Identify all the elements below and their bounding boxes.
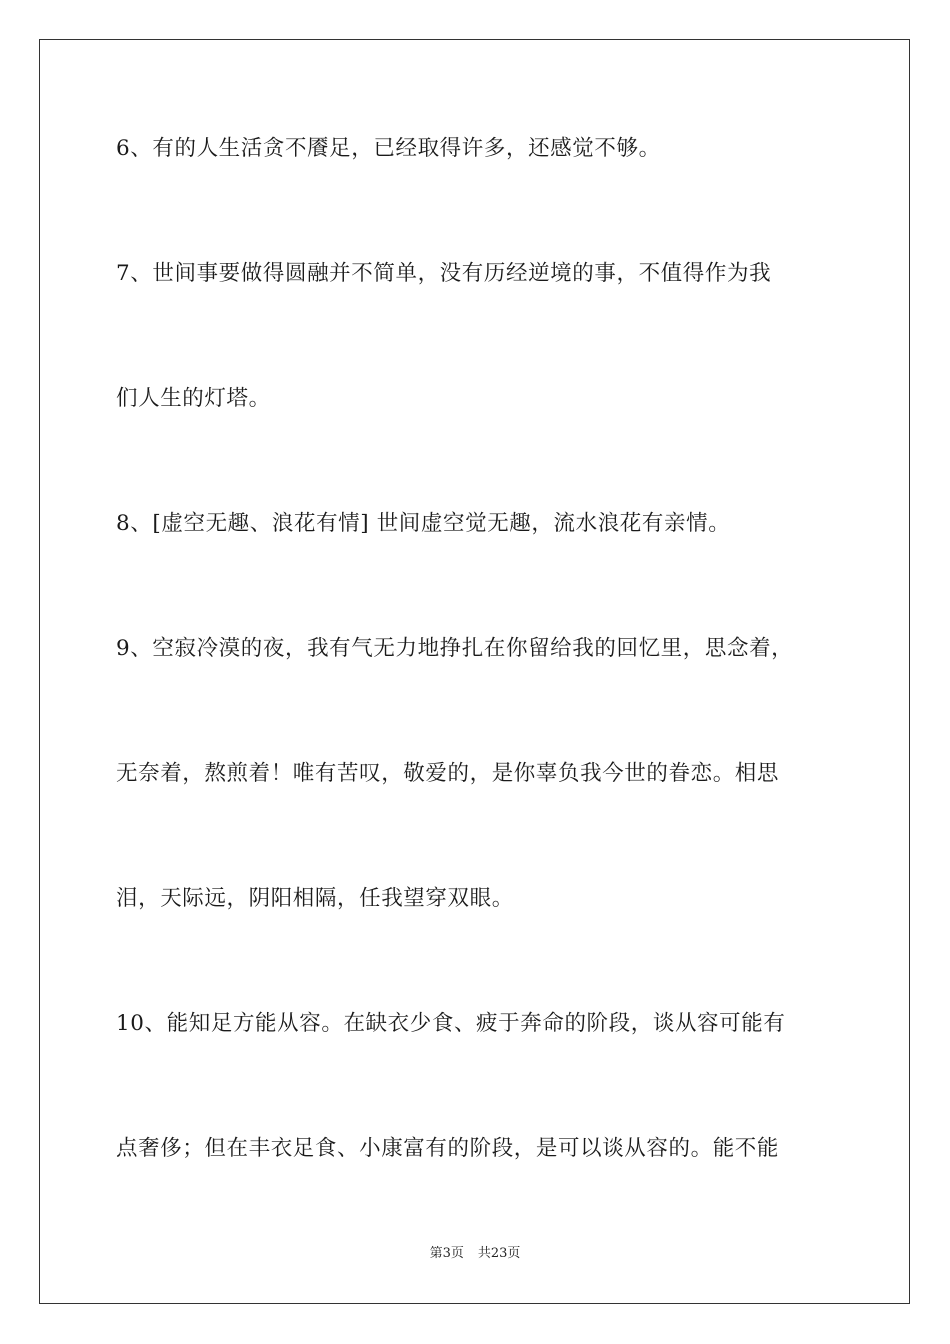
text-line-6: 无奈着，熬煎着！唯有苦叹，敬爱的，是你辜负我今世的眷恋。相思	[116, 761, 780, 786]
page-footer	[0, 1244, 950, 1264]
page-total: 共23页	[477, 1246, 521, 1261]
text-line-3: 们人生的灯塔。	[116, 386, 271, 411]
text-line-9: 点奢侈；但在丰衣足食、小康富有的阶段，是可以谈从容的。能不能	[116, 1136, 780, 1161]
text-line-8: 10、能知足方能从容。在缺衣少食、疲于奔命的阶段，谈从容可能有	[116, 1011, 786, 1036]
text-line-7: 泪，天际远，阴阳相隔，任我望穿双眼。	[116, 886, 514, 911]
page-number: 第3页	[429, 1246, 464, 1261]
text-line-2: 7、世间事要做得圆融并不简单，没有历经逆境的事，不值得作为我	[116, 261, 772, 286]
page-border	[39, 39, 910, 1304]
text-line-4: 8、[虚空无趣、浪花有情] 世间虚空觉无趣，流水浪花有亲情。	[116, 511, 731, 536]
text-line-5: 9、空寂冷漠的夜，我有气无力地挣扎在你留给我的回忆里，思念着，	[116, 636, 794, 661]
text-line-1: 6、有的人生活贪不餍足，已经取得许多，还感觉不够。	[116, 136, 661, 161]
